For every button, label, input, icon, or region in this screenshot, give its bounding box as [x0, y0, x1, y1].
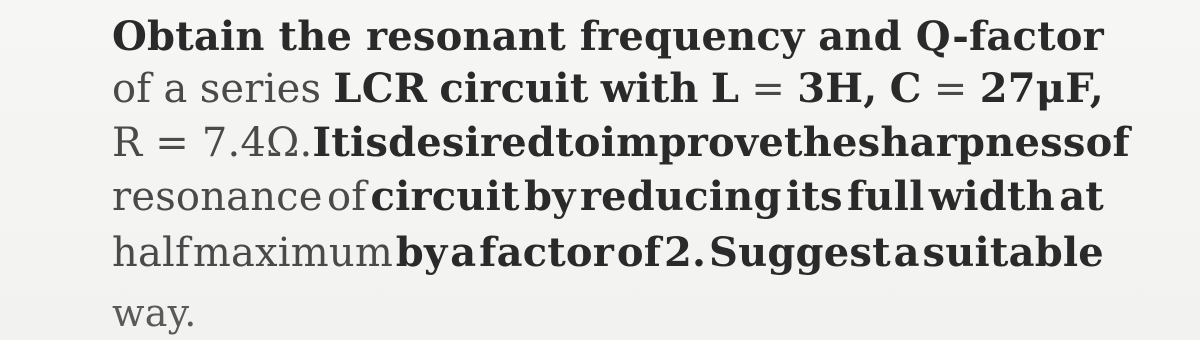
word: It [312, 119, 350, 166]
word: C [889, 65, 922, 112]
word: LCR [333, 65, 428, 112]
word: a [450, 229, 477, 276]
word: = [933, 66, 968, 112]
word: of [1085, 119, 1130, 166]
word: reducing [579, 173, 782, 220]
text-line-3 [112, 116, 1130, 170]
word: Suggest [709, 229, 891, 276]
word: 2. [664, 229, 707, 276]
text-line-1 [112, 10, 1104, 64]
word: improve [600, 119, 785, 166]
word: a [163, 66, 188, 112]
word: is [349, 119, 389, 166]
word: the [784, 119, 858, 166]
word: Obtain [112, 13, 265, 60]
word: suitable [922, 229, 1104, 276]
word: Q-factor [915, 13, 1104, 60]
word: sharpness [857, 119, 1086, 166]
word: of [616, 229, 662, 276]
word: to [555, 119, 601, 166]
word: frequency [579, 13, 805, 60]
text-line-6: way. [112, 291, 197, 335]
text-line-5 [112, 226, 1104, 280]
word: width [928, 173, 1055, 220]
word: 3H, [797, 65, 878, 112]
word: with [600, 65, 699, 112]
word: and [818, 13, 902, 60]
word: R = 7.4Ω. [112, 120, 313, 166]
word: desired [388, 119, 556, 166]
word: at [1059, 173, 1104, 220]
word: factor [479, 229, 615, 276]
text-line-4 [112, 170, 1104, 224]
word: 27μF, [979, 65, 1104, 112]
word: by [523, 173, 576, 220]
word: by [395, 229, 448, 276]
word: series [199, 66, 322, 112]
word: circuit [370, 173, 520, 220]
word: L [710, 65, 740, 112]
word: its [785, 173, 843, 220]
word: of [326, 174, 367, 220]
word: the [278, 13, 353, 60]
text-line-2 [112, 62, 1104, 116]
word: circuit [439, 65, 589, 112]
word: resonance [112, 174, 323, 220]
word: = [751, 66, 786, 112]
word: a [893, 229, 920, 276]
word: of [112, 66, 152, 112]
word: half [112, 230, 191, 276]
word: resonant [365, 13, 566, 60]
word: full [846, 173, 925, 220]
word: maximum [192, 230, 393, 276]
